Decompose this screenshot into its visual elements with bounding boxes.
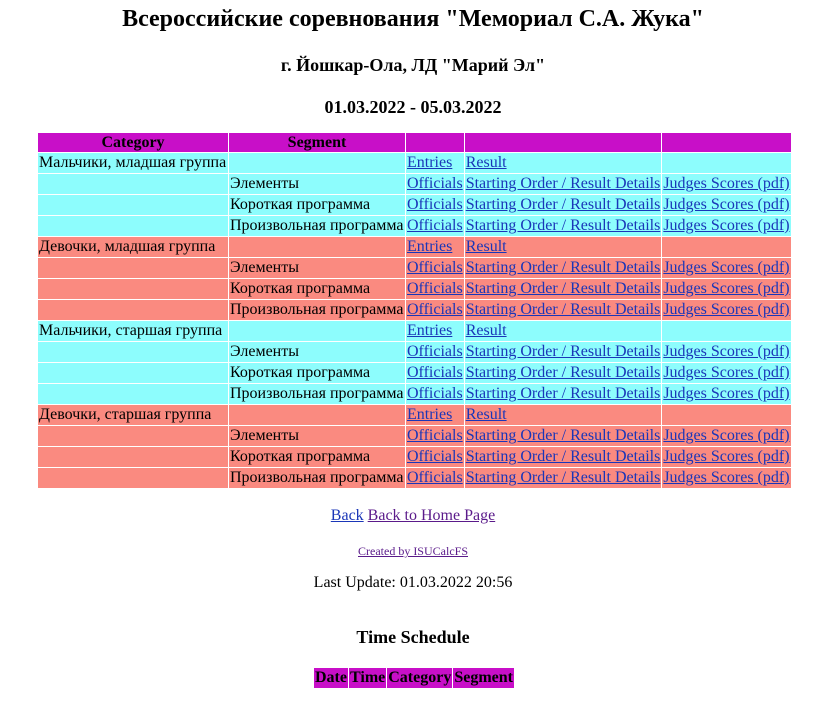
row-link-officials[interactable]: Officials	[407, 364, 463, 381]
row-link-scores[interactable]: Judges Scores (pdf)	[663, 448, 790, 465]
row-link-officials-cell	[406, 258, 464, 278]
row-category-cell	[38, 195, 228, 215]
row-link-officials-cell	[406, 342, 464, 362]
row-link-scores-cell	[662, 363, 790, 383]
row-segment-cell: Произвольная программа	[230, 385, 404, 402]
row-link-officials[interactable]: Officials	[407, 280, 463, 297]
row-link-officials[interactable]: Officials	[407, 448, 463, 465]
schedule-table	[313, 667, 515, 689]
row-category-cell: Мальчики, старшая группа	[38, 321, 228, 341]
row-link-scores[interactable]: Judges Scores (pdf)	[663, 217, 790, 234]
row-link-officials-cell	[406, 405, 464, 425]
row-category-cell	[38, 174, 228, 194]
row-link-officials-cell	[406, 363, 464, 383]
row-category-cell: Девочки, старшая группа	[38, 405, 228, 425]
row-link-scores[interactable]: Judges Scores (pdf)	[663, 259, 790, 276]
header-col-officials	[406, 133, 464, 152]
row-link-result-cell	[465, 279, 662, 299]
row-link-result-cell	[465, 216, 662, 236]
table-row	[38, 363, 791, 383]
row-category-cell	[38, 447, 228, 467]
row-link-scores-cell	[662, 342, 790, 362]
row-link-officials[interactable]: Entries	[407, 238, 453, 255]
row-link-officials[interactable]: Entries	[407, 406, 453, 423]
row-link-scores-cell	[662, 426, 790, 446]
schedule-header-time: Time	[349, 669, 386, 686]
row-link-result[interactable]: Result	[465, 322, 507, 339]
row-link-result[interactable]: Starting Order / Result Details	[465, 280, 661, 297]
row-link-officials-cell	[406, 237, 464, 257]
header-category: Category	[38, 133, 228, 152]
results-header-row	[38, 133, 791, 152]
row-link-officials-cell	[406, 468, 464, 488]
table-row	[38, 321, 791, 341]
row-link-result[interactable]: Starting Order / Result Details	[465, 427, 661, 444]
row-link-result-cell	[465, 405, 662, 425]
row-link-officials-cell	[406, 426, 464, 446]
row-link-officials[interactable]: Officials	[407, 196, 463, 213]
row-link-result-cell	[465, 258, 662, 278]
row-link-result[interactable]: Starting Order / Result Details	[465, 469, 661, 486]
row-link-officials-cell	[406, 195, 464, 215]
row-segment-cell: Короткая программа	[229, 279, 405, 299]
table-row	[38, 342, 791, 362]
row-link-result[interactable]: Starting Order / Result Details	[465, 448, 661, 465]
header-segment: Segment	[229, 133, 405, 152]
row-category-cell: Девочки, младшая группа	[38, 237, 228, 257]
row-segment-cell: Элементы	[229, 426, 405, 446]
row-link-scores-cell	[662, 447, 790, 467]
results-table	[37, 132, 792, 489]
row-link-result[interactable]: Starting Order / Result Details	[465, 343, 661, 360]
results-body	[38, 153, 791, 488]
row-link-scores-cell	[662, 153, 790, 173]
row-link-officials[interactable]: Officials	[407, 259, 463, 276]
row-link-officials[interactable]: Officials	[407, 427, 463, 444]
row-category-cell: Мальчики, младшая группа	[39, 154, 227, 171]
header-col-result	[465, 133, 662, 152]
row-link-scores-cell	[662, 321, 790, 341]
row-category-cell	[38, 258, 228, 278]
row-category-cell	[38, 342, 228, 362]
row-segment-cell: Произвольная программа	[230, 301, 404, 318]
row-segment-cell	[229, 153, 405, 173]
row-segment-cell: Элементы	[229, 342, 405, 362]
row-link-officials[interactable]: Officials	[407, 385, 463, 402]
row-link-result-cell	[465, 321, 662, 341]
row-link-scores[interactable]: Judges Scores (pdf)	[663, 343, 790, 360]
schedule-header-date: Date	[315, 669, 347, 686]
row-segment-cell	[229, 405, 405, 425]
row-category-cell	[38, 363, 228, 383]
schedule-header-segment: Segment	[454, 669, 513, 686]
row-link-officials-cell	[406, 447, 464, 467]
row-link-scores-cell	[662, 174, 790, 194]
table-row	[38, 153, 791, 173]
row-category-cell	[38, 216, 228, 236]
row-link-result-cell	[465, 363, 662, 383]
row-link-result-cell	[465, 300, 662, 320]
row-link-result-cell	[465, 342, 662, 362]
row-segment-cell: Короткая программа	[229, 447, 405, 467]
row-link-officials[interactable]: Entries	[407, 322, 453, 339]
row-link-scores-cell	[662, 279, 790, 299]
row-link-result[interactable]: Starting Order / Result Details	[465, 175, 661, 192]
row-link-scores-cell	[662, 195, 790, 215]
row-link-scores-cell	[662, 258, 790, 278]
row-link-scores[interactable]: Judges Scores (pdf)	[663, 280, 790, 297]
row-link-officials[interactable]: Officials	[407, 469, 463, 486]
row-link-scores[interactable]: Judges Scores (pdf)	[663, 196, 790, 213]
row-segment-cell: Элементы	[229, 258, 405, 278]
row-category-cell	[38, 279, 228, 299]
row-link-scores[interactable]: Judges Scores (pdf)	[663, 427, 790, 444]
row-link-result[interactable]: Starting Order / Result Details	[465, 364, 661, 381]
row-segment-cell: Короткая программа	[229, 195, 405, 215]
row-link-scores-cell	[662, 300, 790, 320]
row-link-scores-cell	[662, 216, 790, 236]
table-row	[38, 195, 791, 215]
table-row	[38, 384, 791, 404]
row-link-scores-cell	[662, 384, 790, 404]
schedule-title: Time Schedule	[356, 627, 470, 647]
row-link-officials[interactable]: Entries	[407, 154, 453, 171]
row-link-result[interactable]: Starting Order / Result Details	[465, 301, 661, 318]
table-row	[38, 405, 791, 425]
table-row	[38, 447, 791, 467]
created-by-link[interactable]: Created by ISUCalcFS	[358, 544, 468, 558]
row-link-result[interactable]: Starting Order / Result Details	[465, 217, 661, 234]
row-link-officials-cell	[406, 300, 464, 320]
row-link-result[interactable]: Result	[465, 154, 507, 171]
row-link-scores[interactable]: Judges Scores (pdf)	[663, 469, 790, 486]
row-link-officials[interactable]: Officials	[407, 343, 463, 360]
row-segment-cell: Произвольная программа	[230, 469, 404, 486]
row-link-result[interactable]: Starting Order / Result Details	[465, 385, 661, 402]
row-link-scores-cell	[662, 237, 790, 257]
row-link-scores[interactable]: Judges Scores (pdf)	[663, 364, 790, 381]
row-link-officials-cell	[406, 216, 464, 236]
row-category-cell	[38, 300, 228, 320]
table-row	[38, 279, 791, 299]
row-link-result-cell	[465, 174, 662, 194]
row-segment-cell	[229, 237, 405, 257]
row-link-officials[interactable]: Officials	[407, 217, 463, 234]
table-row	[38, 258, 791, 278]
page-title: Всероссийские соревнования "Мемориал С.А. Жука"	[122, 6, 704, 32]
row-link-result-cell	[465, 153, 662, 173]
row-link-result[interactable]: Starting Order / Result Details	[465, 259, 661, 276]
row-link-result-cell	[465, 384, 662, 404]
row-segment-cell	[229, 321, 405, 341]
row-link-result-cell	[465, 426, 662, 446]
row-segment-cell: Элементы	[229, 174, 405, 194]
row-link-result[interactable]: Result	[465, 406, 507, 423]
row-link-result-cell	[465, 447, 662, 467]
table-row	[38, 174, 791, 194]
row-link-scores-cell	[662, 405, 790, 425]
row-category-cell	[38, 426, 228, 446]
row-link-result-cell	[465, 195, 662, 215]
row-link-officials-cell	[406, 153, 464, 173]
row-link-officials[interactable]: Officials	[407, 301, 463, 318]
row-link-scores[interactable]: Judges Scores (pdf)	[663, 385, 790, 402]
created-by	[0, 544, 826, 559]
row-link-result[interactable]: Result	[465, 238, 507, 255]
row-link-officials-cell	[406, 384, 464, 404]
table-row	[38, 216, 791, 236]
table-row	[38, 300, 791, 320]
row-link-result[interactable]: Starting Order / Result Details	[465, 196, 661, 213]
row-category-cell	[38, 384, 228, 404]
row-link-officials[interactable]: Officials	[407, 175, 463, 192]
event-dates: 01.03.2022 - 05.03.2022	[324, 97, 502, 117]
row-link-scores[interactable]: Judges Scores (pdf)	[663, 175, 790, 192]
last-update: Last Update: 01.03.2022 20:56	[313, 574, 513, 591]
back-link[interactable]: Back	[330, 507, 364, 524]
row-segment-cell: Короткая программа	[229, 363, 405, 383]
nav-links	[0, 507, 826, 525]
schedule-header-row	[314, 668, 514, 688]
row-link-officials-cell	[406, 174, 464, 194]
home-link[interactable]: Back to Home Page	[367, 507, 496, 524]
header-col-scores	[662, 133, 790, 152]
table-row	[38, 237, 791, 257]
row-category-cell	[38, 468, 228, 488]
table-row	[38, 426, 791, 446]
row-link-result-cell	[465, 237, 662, 257]
row-link-officials-cell	[406, 279, 464, 299]
row-link-scores[interactable]: Judges Scores (pdf)	[663, 301, 790, 318]
venue-subtitle: г. Йошкар-Ола, ЛД "Марий Эл"	[280, 55, 546, 75]
row-link-result-cell	[465, 468, 662, 488]
row-link-officials-cell	[406, 321, 464, 341]
row-segment-cell: Произвольная программа	[230, 217, 404, 234]
table-row	[38, 468, 791, 488]
row-link-scores-cell	[662, 468, 790, 488]
schedule-header-category: Category	[388, 669, 452, 686]
